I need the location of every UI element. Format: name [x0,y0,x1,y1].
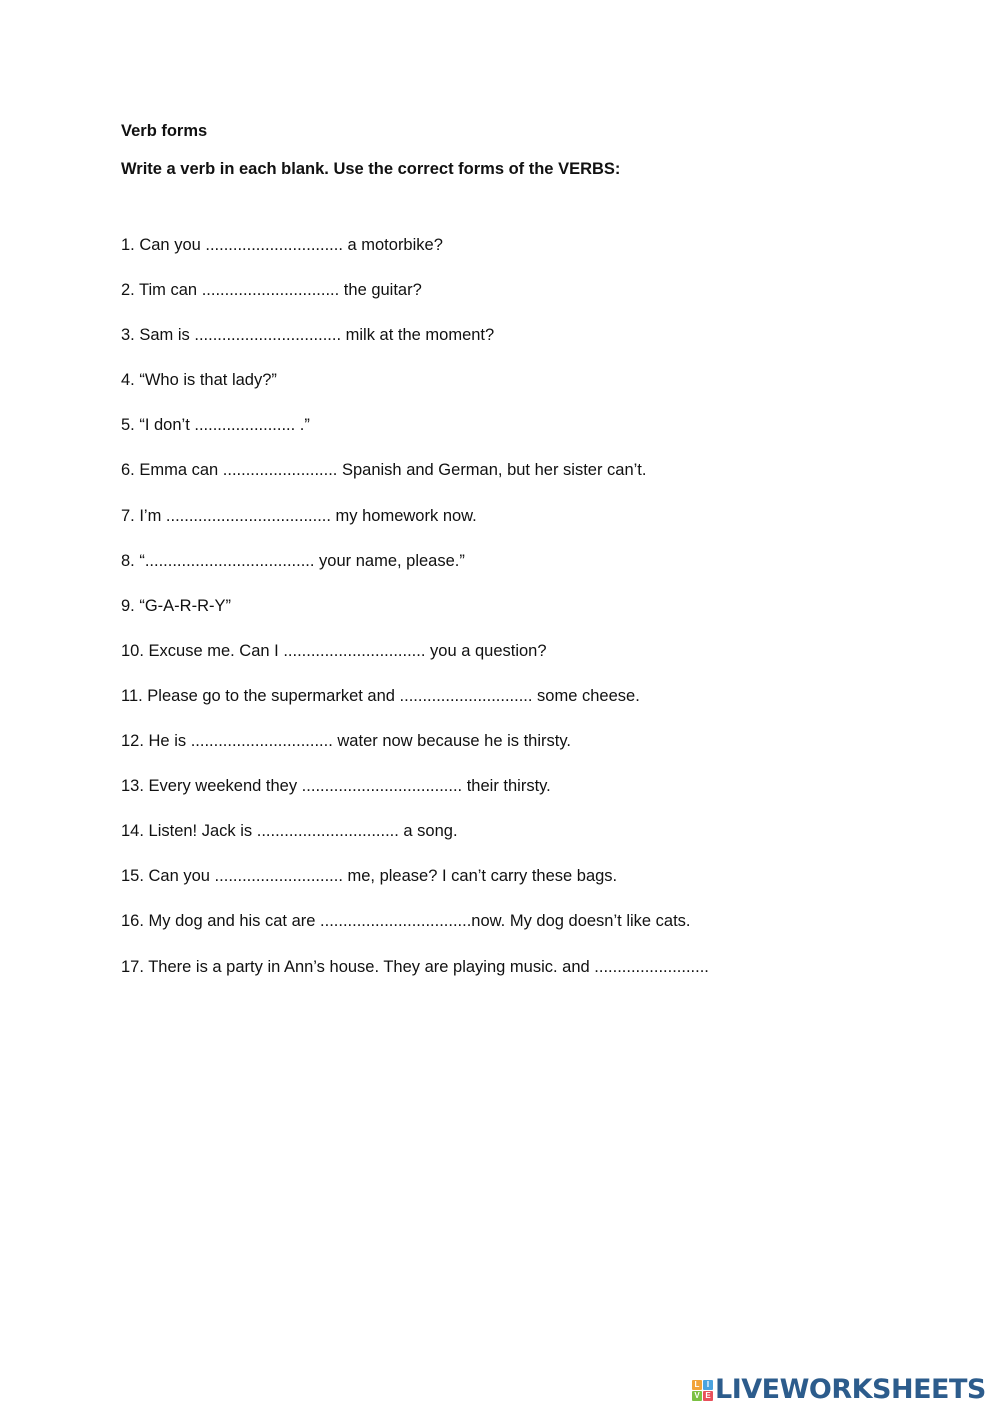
logo-mark-tile: V [692,1391,702,1401]
logo-mark-tile: I [703,1380,713,1390]
liveworksheets-logo-icon [692,1380,713,1401]
logo-mark-tile: L [692,1380,702,1390]
question-item: 5. “I don’t ...................... .” [121,416,310,435]
question-item: 3. Sam is ................................ milk at the moment? [121,326,495,345]
question-item: 14. Listen! Jack is ............................... a song. [121,822,458,841]
liveworksheets-logo[interactable] [692,1374,986,1406]
question-item: 10. Excuse me. Can I ............................... you a question? [121,641,547,660]
logo-text: LIVEWORKSHEETS [715,1374,986,1405]
question-item: 11. Please go to the supermarket and ............................. some cheese. [121,686,640,705]
question-item: 6. Emma can ......................... Spanish and German, but her sister can’t. [121,461,647,480]
question-item: 16. My dog and his cat are .................................now. My dog doesn’t like cats. [121,912,691,931]
question-item: 12. He is ............................... water now because he is thirsty. [121,732,571,751]
logo-mark-tile: E [703,1391,713,1401]
worksheet-title: Verb forms [121,122,208,140]
question-item: 7. I’m .................................... my homework now. [121,506,477,525]
question-item: 13. Every weekend they ................................... their thirsty. [121,777,551,796]
question-item: 2. Tim can .............................. the guitar? [121,281,422,300]
worksheet-instructions: Write a verb in each blank. Use the correct forms of the VERBS: [121,160,621,178]
question-list [121,235,709,1002]
question-item: 17. There is a party in Ann’s house. They are playing music. and ......................... [121,957,709,976]
question-item: 1. Can you .............................. a motorbike? [121,236,443,254]
question-item: 15. Can you ............................ me, please? I can’t carry these bags. [121,867,618,886]
question-item: 8. “..................................... your name, please.” [121,551,465,570]
question-item: 9. “G-A-R-R-Y” [121,596,231,615]
question-item: 4. “Who is that lady?” [121,371,277,390]
